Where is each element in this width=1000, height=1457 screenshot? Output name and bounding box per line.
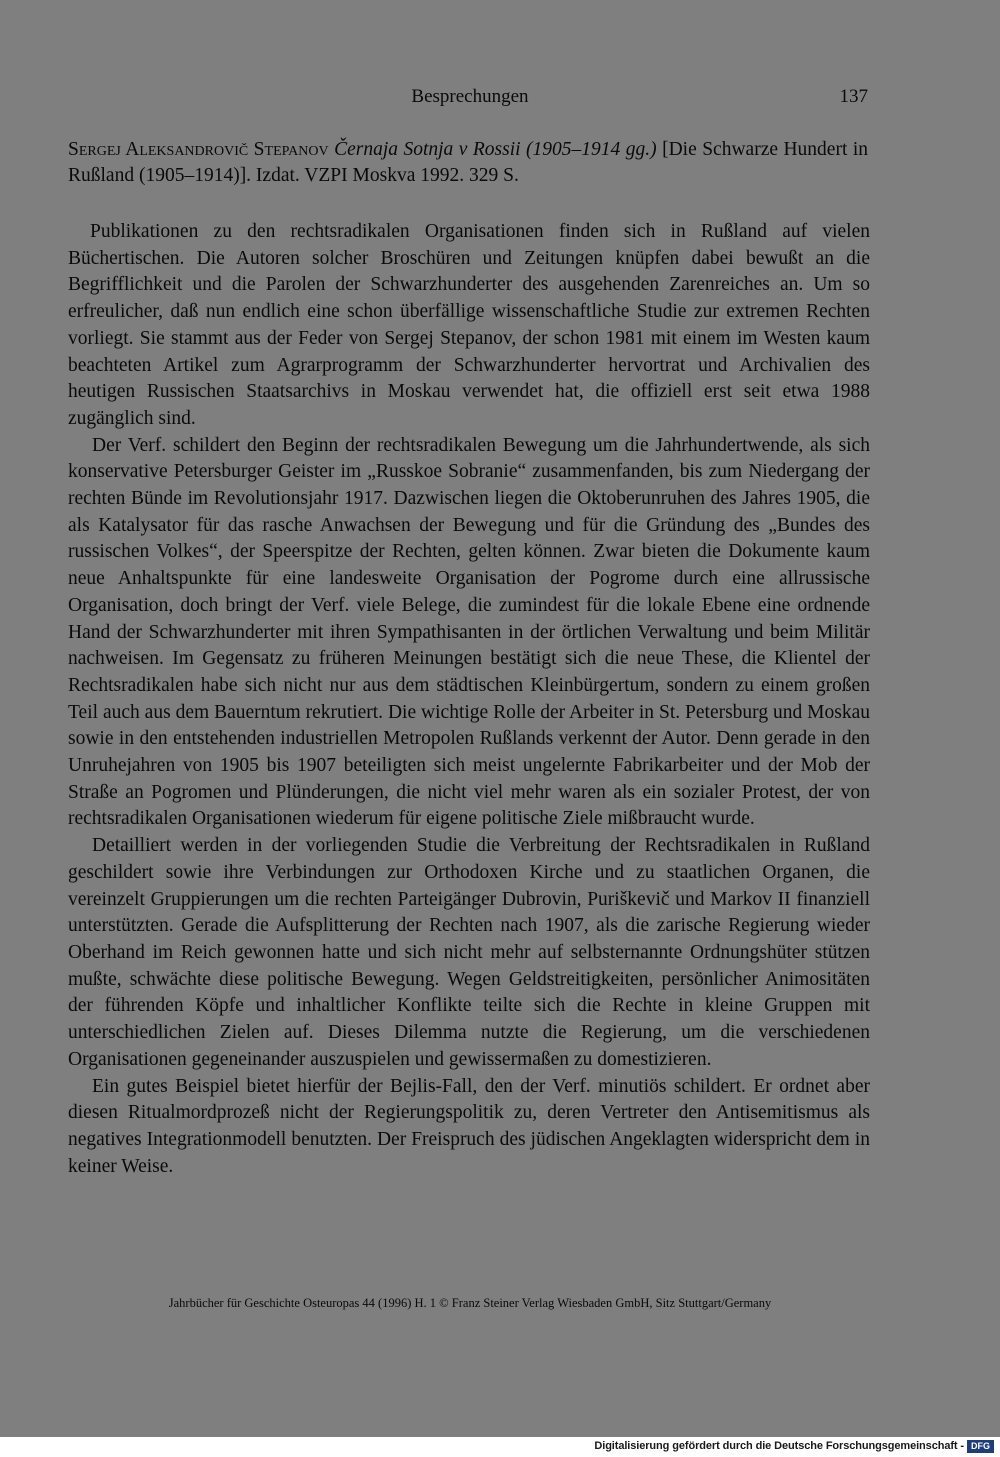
journal-footer: Jahrbücher für Geschichte Osteuropas 44 (1996) H. 1 © Franz Steiner Verlag Wiesbaden GmbH, Sitz Stuttgart/Germany [168, 1296, 772, 1310]
section-title: Besprechungen [411, 86, 529, 107]
citation-author: Sergej Aleksandrovič Stepanov [68, 139, 329, 160]
page-number: 137 [839, 86, 868, 107]
paragraph: Der Verf. schildert den Beginn der rechtsradikalen Bewegung um die Jahrhundertwende, als sich konservative Petersburger Geister im „Russkoe Sobranie“ zusammenfanden, bis zum Niedergang der rechten Bünde im Revolutionsjahr 1917. Dazwischen liegen die Oktoberunruhen des Jahres 1905, die als Katalysator für das rasche Anwachsen der Bewegung und für die Gründung des „Bundes des russischen Volkes“, der Speerspitze der Rechten, gelten können. Zwar bieten die Dokumente kaum neue Anhaltspunkte für eine landesweite Organisation der Pogrome durch eine allrussische Organisation, doch bringt der Verf. viele Belege, die zumindest für die lokale Ebene eine ordnende Hand der Schwarzhunderter mit ihren Sympathisanten in der örtlichen Verwaltung und beim Militär nachweisen. Im Gegensatz zu früheren Meinungen bestätigt sich die neue These, die Klientel der Rechtsradikalen habe sich nicht nur aus dem städtischen Kleinbürgertum, sondern zu einem großen Teil auch aus dem Bauerntum rekrutiert. Die wichtige Rolle der Arbeiter in St. Petersburg und Moskau sowie in den entstehenden industriellen Metropolen Rußlands verkennt der Autor. Denn gerade in den Unruhejahren von 1905 bis 1907 beteiligten sich meist ungelernte Fabrikarbeiter und der Mob der Straße an Pogromen und Plünderungen, die nicht viel mehr waren als ein sozialer Protest, der von rechtsradikalen Organisationen wiederum für eigene politische Ziele mißbraucht wurde. [68, 434, 870, 830]
paragraph: Publikationen zu den rechtsradikalen Organisationen finden sich in Rußland auf vielen Büchertischen. Die Autoren solcher Broschüren und Zeitungen knüpfen dabei bewußt an die Begrifflichkeit und die Parolen der Schwarzhunderter des ausgehenden Zarenreiches an. Um so erfreulicher, daß nun endlich eine schon überfällige wissenschaftliche Studie zur extremen Rechten vorliegt. Sie stammt aus der Feder von Sergej Stepanov, der schon 1981 mit einem im Westen kaum beachteten Artikel zum Agrarprogramm der Schwarzhunderter hervortrat und Archivalien des heutigen Russischen Staatsarchivs in Moskau verwendet hat, die offiziell erst seit etwa 1988 zugänglich sind. [68, 221, 870, 429]
citation-details: [Die Schwarze Hundert in Rußland (1905–1914)]. Izdat. VZPI Moskva 1992. 329 S. [68, 139, 869, 186]
citation-book-title: Černaja Sotnja v Rossii (1905–1914 gg.) [334, 139, 657, 160]
dfg-logo-icon: DFG [967, 1440, 994, 1453]
paragraph: Detailliert werden in der vorliegenden Studie die Verbreitung der Rechtsradikalen in Rußland geschildert sowie ihre Verbindungen zur Orthodoxen Kirche und zu staatlichen Organen, die vereinzelt Gruppierungen um die rechten Parteigänger Dubrovin, Puriškevič und Markov II finanziell unterstützten. Gerade die Aufsplitterung der Rechten nach 1907, als die zarische Regierung wieder Oberhand im Reich gewonnen hatte und sich nicht mehr auf selbsternannte Ordnungshüter stützen mußte, schwächte diese politische Bewegung. Wegen Geldstreitigkeiten, persönlicher Animositäten der führenden Köpfe und inhaltlicher Konflikte teilte sich die Rechte in kleine Gruppen mit unterschiedlichen Zielen auf. Dieses Dilemma nutzte die Regierung, um die verschiedenen Organisationen gegeneinander auszuspielen und gewissermaßen zu domestizieren. [68, 835, 870, 1070]
running-header [70, 86, 870, 112]
book-citation [68, 137, 868, 189]
review-body [68, 219, 870, 1180]
digitization-credit: Digitalisierung gefördert durch die Deutsche Forschungsgemeinschaft - [594, 1440, 964, 1452]
paragraph: Ein gutes Beispiel bietet hierfür der Bejlis-Fall, den der Verf. minutiös schildert. Er ordnet aber diesen Ritualmordprozeß nicht der Regierungspolitik zu, deren Vertreter den Antisemitismus als negatives Integrationmodell benutzten. Der Freispruch des jüdischen Angeklagten widerspricht dem in keiner Weise. [68, 1075, 870, 1177]
digitization-bar [0, 1437, 1000, 1457]
